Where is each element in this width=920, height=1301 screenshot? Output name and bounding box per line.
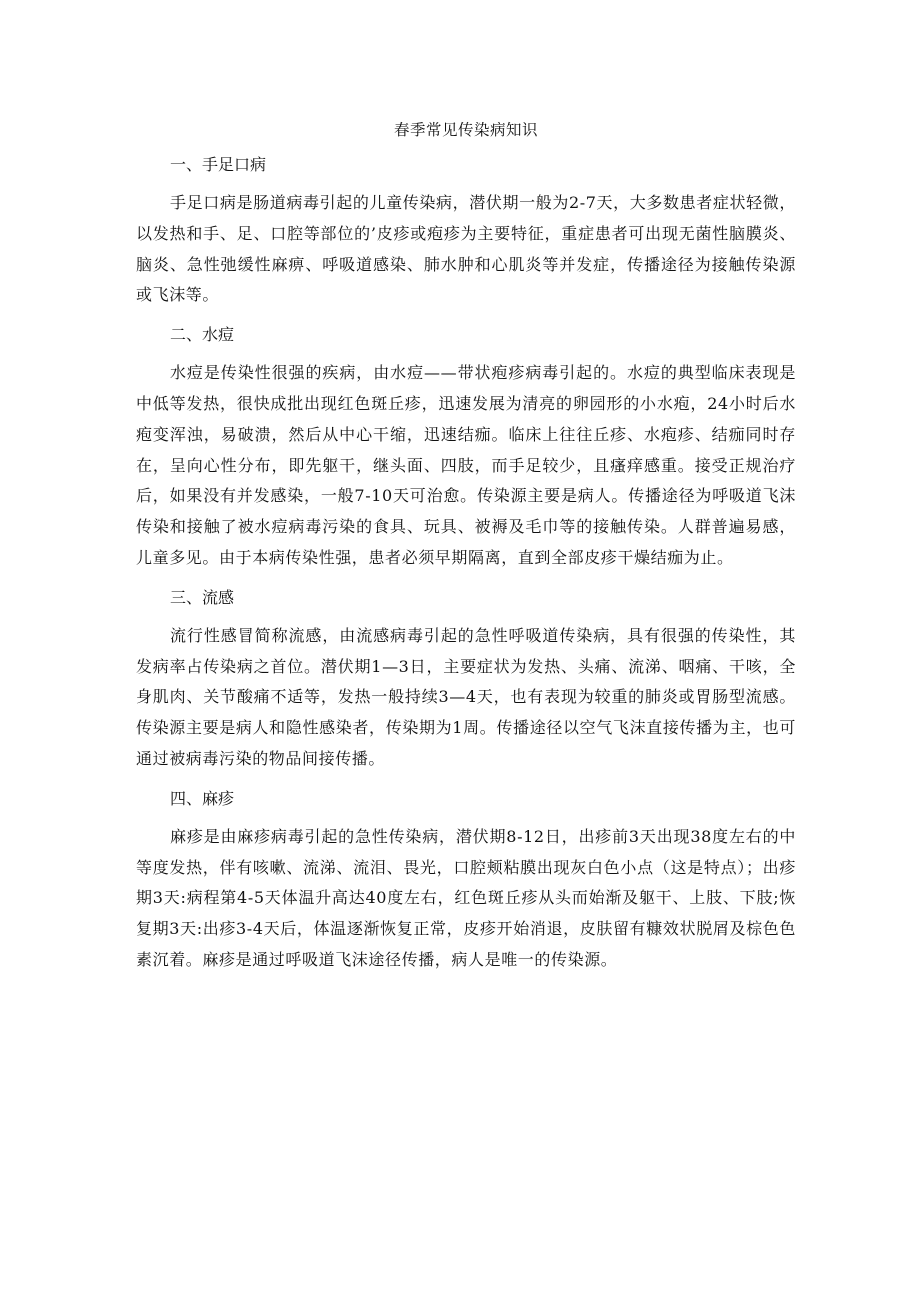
document-content — [136, 117, 796, 987]
section-measles — [136, 786, 796, 976]
section-body: 麻疹是由麻疹病毒引起的急性传染病，潜伏期8-12日，出疹前3天出现38度左右的中等度发热，伴有咳嗽、流涕、流泪、畏光，口腔颊粘膜出现灰白色小点（这是特点）；出疹期3天:病程第4-5天体温升高达40度左右，红色斑丘疹从头而始渐及躯干、上肢、下肢;恢复期3天:出疹3-4天后，体温逐渐恢复正常，皮疹开始消退，皮肤留有糠效状脱屑及棕色色素沉着。麻疹是通过呼吸道飞沫途径传播，病人是唯一的传染源。 — [136, 826, 796, 969]
section-body: 手足口病是肠道病毒引起的儿童传染病，潜伏期一般为2-7天，大多数患者症状轻微，以发热和手、足、口腔等部位的’皮疹或疱疹为主要特征，重症患者可出现无菌性脑膜炎、脑炎、急性弛缓性麻痹、呼吸道感染、肺水肿和心肌炎等并发症，传播途径为接触传染源或飞沫等。 — [136, 193, 796, 305]
section-chickenpox — [136, 322, 796, 574]
section-heading: 二、水痘 — [170, 325, 235, 345]
section-body: 水痘是传染性很强的疾病，由水痘——带状疱疹病毒引起的。水痘的典型临床表现是中低等发热，很快成批出现红色斑丘疹，迅速发展为清亮的卵园形的小水疱，24小时后水疱变浑浊，易破溃，然后从中心干缩，迅速结痂。临床上往往丘疹、水疱疹、结痂同时存在，呈向心性分布，即先躯干，继头面、四肢，而手足较少，且瘙痒感重。接受正规治疗后，如果没有并发感染，一般7-10天可治愈。传染源主要是病人。传播途径为呼吸道飞沫传染和接触了被水痘病毒污染的食具、玩具、被褥及毛巾等的接触传染。人群普遍易感，儿童多见。由于本病传染性强，患者必须早期隔离，直到全部皮疹干燥结痂为止。 — [136, 363, 796, 567]
section-body: 流行性感冒简称流感，由流感病毒引起的急性呼吸道传染病，具有很强的传染性，其发病率占传染病之首位。潜伏期1—3日，主要症状为发热、头痛、流涕、咽痛、干咳，全身肌肉、关节酸痛不适等，发热一般持续3—4天，也有表现为较重的肺炎或胃肠型流感。传染源主要是病人和隐性感染者，传染期为1周。传播途径以空气飞沫直接传播为主，也可通过被病毒污染的物品间接传播。 — [136, 625, 796, 768]
document-title: 春季常见传染病知识 — [393, 121, 538, 139]
section-hand-foot-mouth — [136, 152, 796, 311]
section-influenza — [136, 585, 796, 775]
section-heading: 一、手足口病 — [170, 155, 267, 174]
section-heading: 三、流感 — [170, 587, 235, 607]
section-heading: 四、麻疹 — [170, 788, 235, 808]
